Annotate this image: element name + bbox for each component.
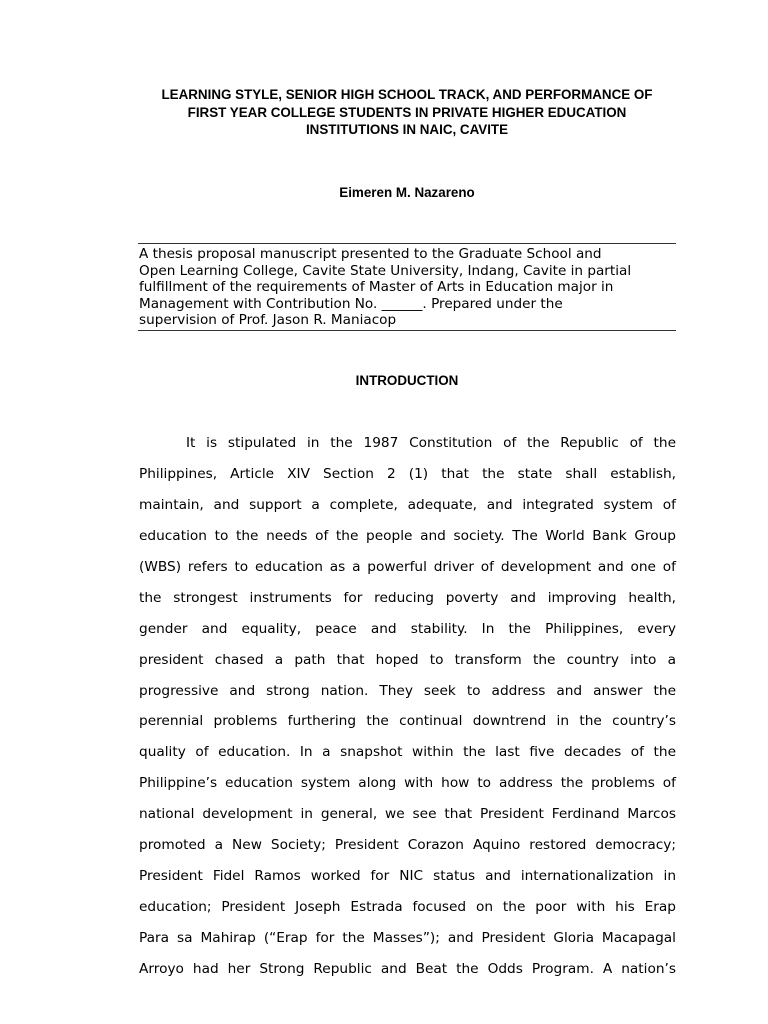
- paragraph-line: perennial problems furthering the continual downtrend in the country’s: [139, 713, 676, 730]
- body-paragraph: [139, 428, 676, 985]
- section-heading: INTRODUCTION: [355, 373, 459, 388]
- author-name: Eimeren M. Nazareno: [339, 185, 475, 200]
- paragraph-line: the strongest instruments for reducing poverty and improving health,: [139, 589, 676, 606]
- paragraph-line: Philippines, Article XIV Section 2 (1) that the state shall establish,: [139, 465, 676, 482]
- paragraph-line: Philippine’s education system along with how to address the problems of: [139, 775, 676, 792]
- document-title: [128, 86, 686, 139]
- paragraph-line: president chased a path that hoped to transform the country into a: [139, 651, 676, 668]
- proposal-line: A thesis proposal manuscript presented to the Graduate School and: [139, 246, 602, 262]
- paragraph-line: gender and equality, peace and stability. In the Philippines, every: [139, 620, 676, 637]
- paragraph-line: progressive and strong nation. They seek to address and answer the: [139, 682, 676, 699]
- title-line: FIRST YEAR COLLEGE STUDENTS IN PRIVATE HIGHER EDUCATION: [187, 104, 627, 120]
- paragraph-line: (WBS) refers to education as a powerful driver of development and one of: [139, 558, 676, 575]
- proposal-line: fulfillment of the requirements of Master of Arts in Education major in: [139, 279, 614, 296]
- paragraph-line: Para sa Mahirap (“Erap for the Masses”); and President Gloria Macapagal: [139, 930, 676, 946]
- paragraph-line: maintain, and support a complete, adequate, and integrated system of: [139, 496, 676, 513]
- proposal-line: Open Learning College, Cavite State University, Indang, Cavite in partial: [139, 262, 632, 279]
- proposal-line: Management with Contribution No. ______. Prepared under the: [139, 295, 563, 312]
- paragraph-line: promoted a New Society; President Corazon Aquino restored democracy;: [139, 837, 676, 854]
- paragraph-line: President Fidel Ramos worked for NIC status and internationalization in: [139, 868, 676, 885]
- paragraph-line: education; President Joseph Estrada focused on the poor with his Erap: [139, 899, 676, 916]
- proposal-statement-box: [138, 243, 676, 331]
- paragraph-line: It is stipulated in the 1987 Constitution of the Republic of the: [186, 435, 676, 451]
- paragraph-line: national development in general, we see that President Ferdinand Marcos: [139, 806, 676, 823]
- paragraph-line: quality of education. In a snapshot within the last five decades of the: [139, 744, 676, 761]
- paragraph-line: education to the needs of the people and society. The World Bank Group: [139, 527, 676, 544]
- paragraph-line: Arroyo had her Strong Republic and Beat the Odds Program. A nation’s: [139, 960, 676, 977]
- proposal-line: supervision of Prof. Jason R. Maniacop: [139, 312, 397, 329]
- title-line: INSTITUTIONS IN NAIC, CAVITE: [305, 122, 509, 137]
- title-line: LEARNING STYLE, SENIOR HIGH SCHOOL TRACK, AND PERFORMANCE OF: [161, 87, 653, 102]
